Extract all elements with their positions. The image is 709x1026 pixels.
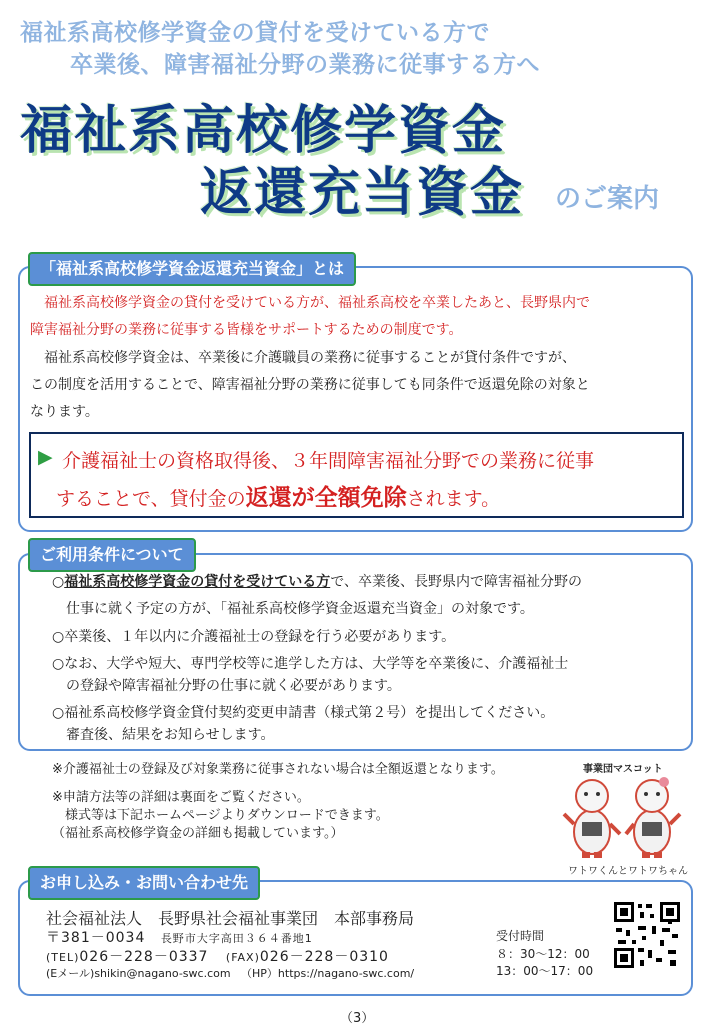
tel-label: (TEL) — [46, 951, 80, 964]
email-label: (Eメール) — [46, 967, 95, 980]
about-line-3: 福祉系高校修学資金は、卒業後に介護職員の業務に従事することが貸付条件ですが、 — [30, 350, 576, 366]
contact-fax: 026－228－0310 — [259, 949, 389, 965]
triangle-bullet-icon: ▶ — [38, 446, 53, 468]
note-info: （福祉系高校修学資金の詳細も掲載しています。） — [52, 826, 344, 841]
callout-line-2-c: されます。 — [406, 488, 501, 510]
contact-web-line — [46, 965, 414, 981]
subtitle-line-1: 福祉系高校修学資金の貸付を受けている方で — [20, 20, 490, 46]
subtitle-line-2: 卒業後、障害福祉分野の業務に従事する方へ — [70, 52, 540, 78]
contact-homepage-link[interactable]: https://nagano-swc.com/ — [277, 967, 415, 980]
contact-address-line — [46, 927, 313, 947]
callout-line-2-a: することで、貸付金の — [56, 488, 246, 510]
condition-item-1-cont: 仕事に就く予定の方が、「福祉系高校修学資金返還充当資金」の対象です。 — [52, 601, 534, 617]
mascot-illustration — [560, 774, 688, 860]
hours-morning: ８：30～12：00 — [496, 947, 590, 961]
condition-item-4: ○福祉系高校修学資金貸付契約変更申請書（様式第２号）を提出してください。 — [52, 705, 555, 721]
condition-item-1-rest: で、卒業後、長野県内で障害福祉分野の — [330, 574, 582, 590]
about-red-line-2: 障害福祉分野の業務に従事する皆様をサポートするための制度です。 — [30, 322, 463, 338]
mascot-boy-icon — [564, 780, 620, 858]
contact-email[interactable]: shikin@nagano-swc.com — [94, 967, 231, 980]
condition-item-1-bullet: ○ — [52, 574, 65, 590]
section-about-tab: 「福祉系高校修学資金返還充当資金」とは — [28, 252, 356, 286]
section-contact-tab: お申し込み・お問い合わせ先 — [28, 866, 260, 900]
about-line-5: なります。 — [30, 404, 99, 420]
condition-item-3: ○なお、大学や短大、専門学校等に進学した方は、大学等を卒業後に、介護福祉士 — [52, 656, 569, 672]
condition-item-4-cont: 審査後、結果をお知らせします。 — [52, 727, 275, 743]
contact-phone-line — [46, 946, 389, 966]
condition-item-1-underlined: 福祉系高校修学資金の貸付を受けている方 — [64, 574, 331, 590]
contact-postal: 〒381－0034 — [46, 930, 146, 946]
note-refund: ※介護福祉士の登録及び対象業務に従事されない場合は全額返還となります。 — [52, 762, 504, 777]
mascot-girl-icon — [626, 777, 680, 858]
about-line-4: この制度を活用することで、障害福祉分野の業務に従事しても同条件で返還免除の対象と — [30, 377, 590, 393]
mascot-title: 事業団マスコット — [583, 764, 663, 775]
hours-afternoon: 13：00～17：00 — [496, 964, 594, 978]
callout-line-2 — [56, 479, 500, 512]
hp-label: （HP） — [241, 967, 278, 980]
contact-address: 長野市大字高田３６４番地1 — [160, 932, 313, 945]
contact-tel[interactable]: 026－228－0337 — [79, 949, 209, 965]
about-red-line-1: 福祉系高校修学資金の貸付を受けている方が、福祉系高校を卒業したあと、長野県内で — [30, 295, 590, 311]
note-download: 様式等は下記ホームページよりダウンロードできます。 — [52, 808, 389, 823]
condition-item-1 — [52, 569, 582, 596]
main-title-suffix: のご案内 — [555, 184, 660, 214]
main-title-line-2: 返還充当資金 — [200, 163, 525, 223]
hours-title: 受付時間 — [496, 929, 545, 943]
qr-code-icon[interactable] — [612, 900, 682, 970]
fax-label: (FAX) — [225, 951, 260, 964]
note-details: ※申請方法等の詳細は裏面をご覧ください。 — [52, 790, 310, 805]
contact-org: 社会福祉法人 長野県社会福祉事業団 本部事務局 — [46, 909, 415, 928]
callout-line-1: 介護福祉士の資格取得後、３年間障害福祉分野での業務に従事 — [62, 450, 595, 472]
condition-item-3-cont: の登録や障害福祉分野の仕事に就く必要があります。 — [52, 678, 401, 694]
callout-emphasis: 返還が全額免除 — [245, 485, 407, 511]
section-conditions-tab: ご利用条件について — [28, 538, 196, 572]
condition-item-2: ○卒業後、１年以内に介護福祉士の登録を行う必要があります。 — [52, 629, 456, 645]
page-number: （3） — [340, 1011, 375, 1026]
main-title-line-1: 福祉系高校修学資金 — [20, 101, 507, 161]
mascot-name: ワトワくんとワトワちゃん — [568, 866, 688, 877]
